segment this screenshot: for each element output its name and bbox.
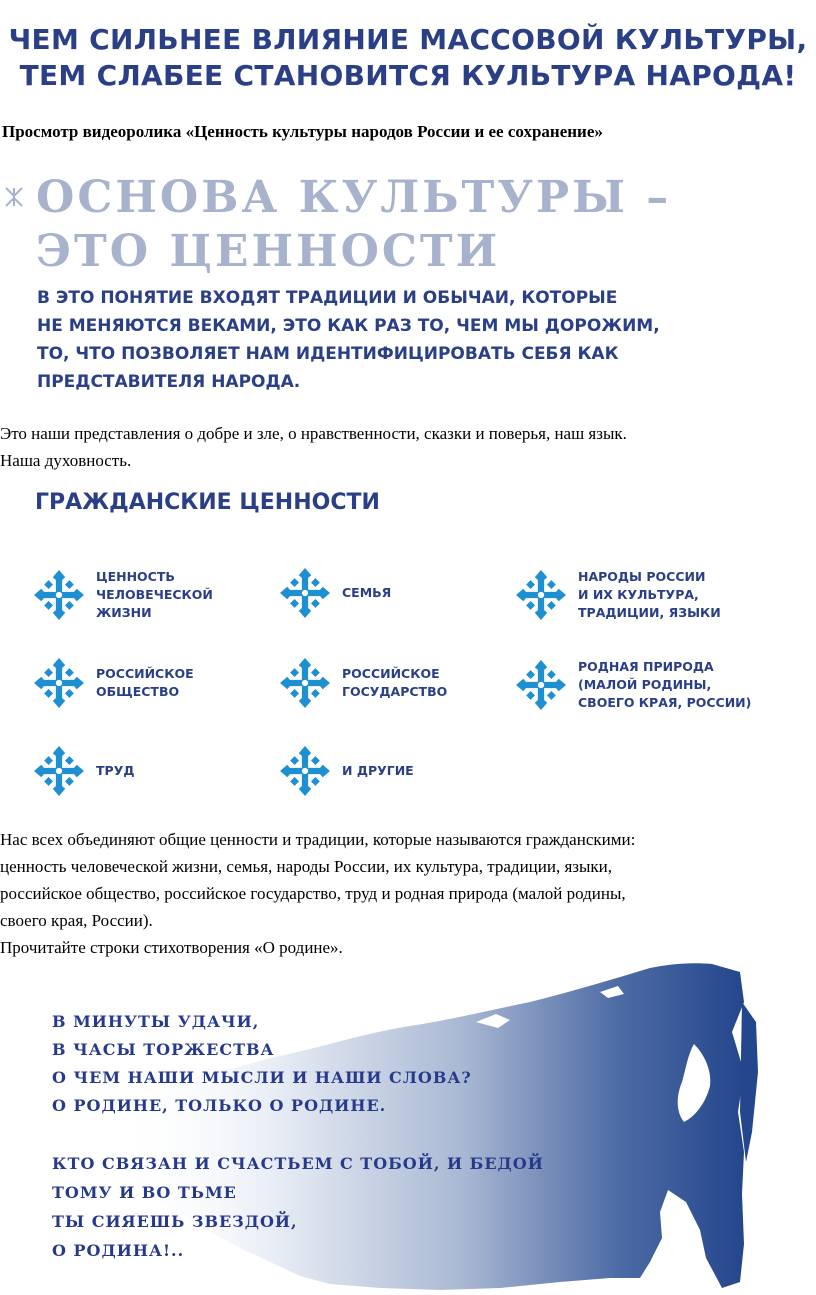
paragraph-civic-values [0,826,816,961]
civic-value-item [34,568,213,622]
folk-cross-ornament-icon [516,570,566,620]
paragraph-line: Прочитайте строки стихотворения «О родине». [0,938,343,957]
civic-value-item [34,658,194,708]
civic-value-item [280,746,414,796]
paragraph-line: Наша духовность. [0,451,132,470]
paragraph-spirituality [0,420,816,474]
basis-heading-line: ОСНОВА КУЛЬТУРЫ – [36,172,672,223]
folk-cross-ornament-icon [280,568,330,618]
banner-heading [0,22,816,94]
paragraph-line: российское общество, российское государство, труд и родная природа (малой родины, [0,884,626,903]
civic-value-label: РОССИЙСКОЕ ОБЩЕСТВО [96,666,194,699]
basis-description-line: В ЭТО ПОНЯТИЕ ВХОДЯТ ТРАДИЦИИ И ОБЫЧАИ, КОТОРЫЕ [37,288,618,308]
poem-line: ТОМУ И ВО ТЬМЕ [52,1183,237,1202]
basis-description [37,284,660,396]
banner-line: ТЕМ СЛАБЕЕ СТАНОВИТСЯ КУЛЬТУРА НАРОДА! [19,59,797,92]
poem-line: О РОДИНЕ, ТОЛЬКО О РОДИНЕ. [52,1096,387,1115]
civic-value-label: СЕМЬЯ [342,585,392,600]
paragraph-line: ценность человеческой жизни, семья, народы России, их культура, традиции, языки, [0,857,613,876]
civic-value-label: РОДНАЯ ПРИРОДА (МАЛОЙ РОДИНЫ, СВОЕГО КРАЯ, РОССИИ) [578,659,752,710]
civic-values-title: ГРАЖДАНСКИЕ ЦЕННОСТИ [35,490,380,515]
basis-description-line: НЕ МЕНЯЮТСЯ ВЕКАМИ, ЭТО КАК РАЗ ТО, ЧЕМ МЫ ДОРОЖИМ, [37,316,660,336]
folk-cross-ornament-icon [280,658,330,708]
civic-value-label: НАРОДЫ РОССИИ И ИХ КУЛЬТУРА, ТРАДИЦИИ, ЯЗЫКИ [578,569,721,620]
poem-card [0,962,816,1295]
civic-value-item [34,746,134,796]
civic-value-label: ЦЕННОСТЬ ЧЕЛОВЕЧЕСКОЙ ЖИЗНИ [96,569,213,620]
ornament-icon [4,186,24,208]
poem-line: О РОДИНА!.. [52,1241,185,1260]
civic-value-label: И ДРУГИЕ [342,763,414,778]
civic-value-label: ТРУД [96,763,135,778]
poem-line: О ЧЕМ НАШИ МЫСЛИ И НАШИ СЛОВА? [52,1068,472,1087]
banner-line: ЧЕМ СИЛЬНЕЕ ВЛИЯНИЕ МАССОВОЙ КУЛЬТУРЫ, [8,23,808,56]
civic-value-label: РОССИЙСКОЕ ГОСУДАРСТВО [342,666,448,699]
paragraph-line: Нас всех объединяют общие ценности и традиции, которые называются гражданскими: [0,830,636,849]
folk-cross-ornament-icon [34,658,84,708]
poem-line: КТО СВЯЗАН И СЧАСТЬЕМ С ТОБОЙ, И БЕДОЙ [52,1154,544,1173]
poem-line: В МИНУТЫ УДАЧИ, [52,1012,260,1031]
civic-value-item [280,658,447,708]
folk-cross-ornament-icon [280,746,330,796]
paragraph-line: своего края, России). [0,911,153,930]
folk-cross-ornament-icon [34,570,84,620]
paragraph-line: Это наши представления о добре и зле, о нравственности, сказки и поверья, наш язык. [0,424,627,443]
basis-description-line: ПРЕДСТАВИТЕЛЯ НАРОДА. [37,372,301,392]
video-subtitle: Просмотр видеоролика «Ценность культуры народов России и ее сохранение» [2,122,603,141]
basis-description-line: ТО, ЧТО ПОЗВОЛЯЕТ НАМ ИДЕНТИФИЦИРОВАТЬ СЕБЯ КАК [37,344,619,364]
folk-cross-ornament-icon [34,746,84,796]
basis-heading-line: ЭТО ЦЕННОСТИ [36,226,501,277]
civic-value-item [280,568,391,618]
folk-cross-ornament-icon [516,660,566,710]
poem-line: В ЧАСЫ ТОРЖЕСТВА [52,1040,275,1059]
civic-value-item [516,568,721,622]
civic-value-item [516,658,751,712]
poem-line: ТЫ СИЯЕШЬ ЗВЕЗДОЙ, [52,1212,298,1231]
